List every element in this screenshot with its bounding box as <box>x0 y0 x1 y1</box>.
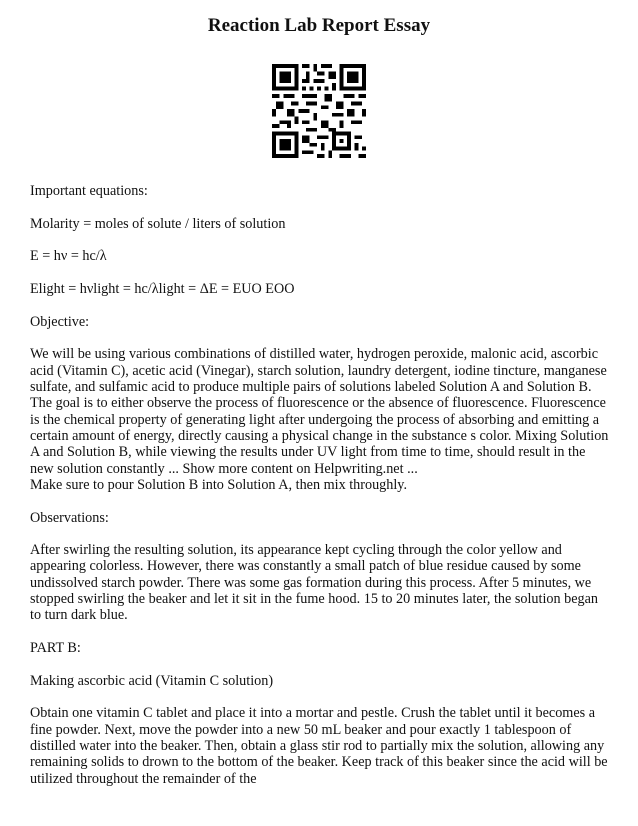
paragraph-objective-heading: Objective: <box>30 313 90 330</box>
document-body <box>30 183 610 803</box>
paragraph-vitamin-c-procedure: Obtain one vitamin C tablet and place it into a mortar and pestle. Crush the tablet until it becomes a fine powder. Next, move the powder into a new 50 mL beaker and pour exactly 1 tablespoon of distilled water into the beaker. Then, obtain a glass stir rod to partially mix the solution, allowing any remaining solids to drown to the bottom of the beaker. Keep track of this beaker since the acid will be utilized throughout the remainder of the <box>30 705 608 787</box>
paragraph-energy-equation: E = hν = hc/λ <box>30 248 107 265</box>
paragraph-light-energy-equation: Elight = hνlight = hc/λlight = ΔE = EUO EOO <box>30 281 295 298</box>
paragraph-objective-text: We will be using various combinations of distilled water, hydrogen peroxide, malonic acid, ascorbic acid (Vitamin C), acetic acid (Vinegar), starch solution, laundry detergent, iodine tincture, manganese sulfate, and sulfamic acid to produce multiple pairs of solutions labeled Solution A and Solution B. The goal is to either observe the process of fluorescence or the absence of fluorescence. Fluorescence is the chemical property of generating light after undergoing the process of absorbing and emitting a certain amount of energy, directly causing a physical change in the substance s color. Mixing Solution A and Solution B, while viewing the results under UV light from time to time, should result in the new solution constantly ... Show more content on Helpwriting.net ... <box>30 346 609 477</box>
document-title: Reaction Lab Report Essay <box>207 15 431 36</box>
paragraph-important-equations-heading: Important equations: <box>30 183 148 199</box>
paragraph-pour-instruction: Make sure to pour Solution B into Solution A, then mix throughly. <box>30 476 408 493</box>
qr-code-icon[interactable] <box>272 64 366 158</box>
paragraph-observations-text: After swirling the resulting solution, its appearance kept cycling through the color yellow and appearing colorless. However, there was constantly a small patch of blue residue caused by some undissolved starch powder. There was some gas formation during this process. After 5 minutes, we stopped swirling the beaker and let it sit in the fume hood. 15 to 20 minutes later, the solution began to turn dark blue. <box>30 542 599 624</box>
paragraph-observations-heading: Observations: <box>30 509 109 526</box>
paragraph-part-b-heading: PART B: <box>30 640 81 657</box>
paragraph-vitamin-c-heading: Making ascorbic acid (Vitamin C solution) <box>30 672 274 689</box>
qr-code-graphic <box>272 64 366 158</box>
paragraph-molarity-equation: Molarity = moles of solute / liters of solution <box>30 215 286 232</box>
